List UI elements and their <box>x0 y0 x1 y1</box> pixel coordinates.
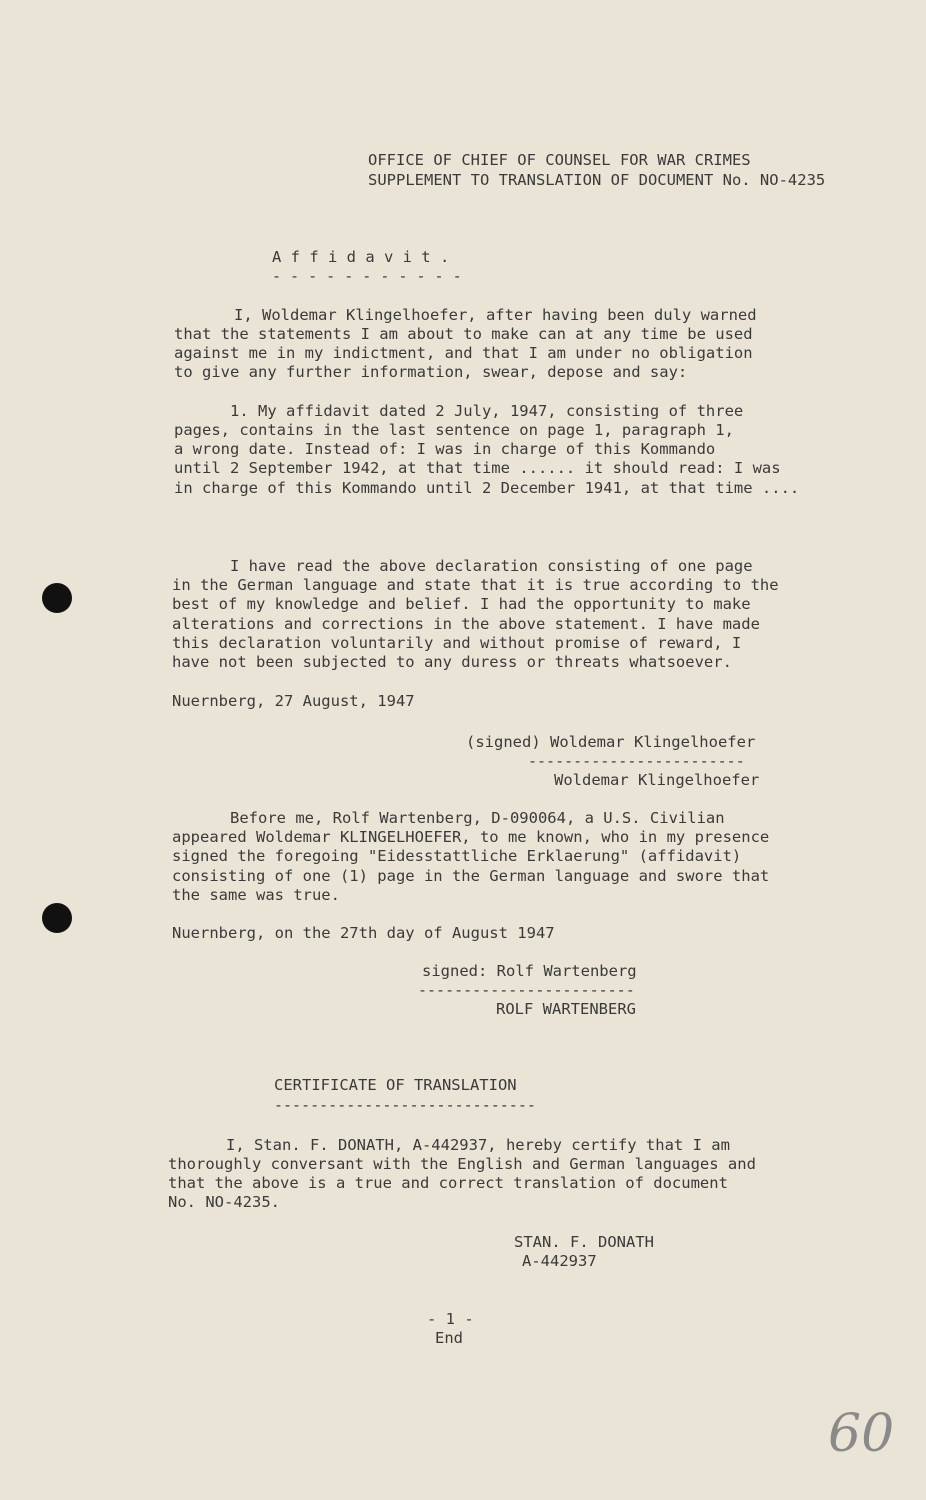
affidavit-title: A f f i d a v i t . <box>272 248 450 266</box>
certificate-title-underline: ----------------------------- <box>274 1096 536 1114</box>
para1-line: in charge of this Kommando until 2 December 1941, at that time .... <box>174 479 800 497</box>
declaration-line: have not been subjected to any duress or threats whatsoever. <box>172 653 732 671</box>
intro-line: that the statements I am about to make can at any time be used <box>174 325 753 343</box>
jurat-line: signed the foregoing "Eidesstattliche Erklaerung" (affidavit) <box>172 847 742 865</box>
certificate-line: that the above is a true and correct translation of document <box>168 1174 728 1192</box>
declaration-line: this declaration voluntarily and without promise of reward, I <box>172 634 742 652</box>
intro-line: I, Woldemar Klingelhoefer, after having been duly warned <box>234 306 757 324</box>
jurat-place-date: Nuernberg, on the 27th day of August 1947 <box>172 924 555 942</box>
para1-line: until 2 September 1942, at that time ...... it should read: I was <box>174 459 781 477</box>
punch-hole <box>42 903 72 933</box>
jurat-line: the same was true. <box>172 886 340 904</box>
certificate-title: CERTIFICATE OF TRANSLATION <box>274 1076 517 1094</box>
header-supplement: SUPPLEMENT TO TRANSLATION OF DOCUMENT No. NO-4235 <box>368 171 826 189</box>
affidavit-place-date: Nuernberg, 27 August, 1947 <box>172 692 415 710</box>
declaration-line: best of my knowledge and belief. I had the opportunity to make <box>172 595 751 613</box>
para1-line: 1. My affidavit dated 2 July, 1947, consisting of three <box>230 402 744 420</box>
header-office: OFFICE OF CHIEF OF COUNSEL FOR WAR CRIMES <box>368 151 751 169</box>
jurat-signer-name: ROLF WARTENBERG <box>496 1000 636 1018</box>
handwritten-page-number: 60 <box>828 1404 895 1464</box>
intro-line: to give any further information, swear, depose and say: <box>174 363 688 381</box>
certificate-line: I, Stan. F. DONATH, A-442937, hereby certify that I am <box>226 1136 730 1154</box>
declaration-line: in the German language and state that it is true according to the <box>172 576 779 594</box>
jurat-signed: signed: Rolf Wartenberg <box>422 962 637 980</box>
jurat-signature-rule: ------------------------ <box>418 981 635 999</box>
jurat-line: consisting of one (1) page in the German language and swore that <box>172 867 770 885</box>
affidavit-signer-name: Woldemar Klingelhoefer <box>554 771 760 789</box>
certificate-line: thoroughly conversant with the English and German languages and <box>168 1155 756 1173</box>
page-number: - 1 - <box>427 1310 474 1328</box>
affidavit-title-underline: - - - - - - - - - - - <box>272 267 462 285</box>
jurat-line: appeared Woldemar KLINGELHOEFER, to me known, who in my presence <box>172 828 770 846</box>
certificate-signer-id: A-442937 <box>522 1252 597 1270</box>
para1-line: pages, contains in the last sentence on page 1, paragraph 1, <box>174 421 734 439</box>
certificate-signer-name: STAN. F. DONATH <box>514 1233 654 1251</box>
end-marker: End <box>435 1329 463 1347</box>
affidavit-signed: (signed) Woldemar Klingelhoefer <box>466 733 756 751</box>
intro-line: against me in my indictment, and that I am under no obligation <box>174 344 753 362</box>
certificate-line: No. NO-4235. <box>168 1193 280 1211</box>
affidavit-signature-rule: ------------------------ <box>528 752 745 770</box>
para1-line: a wrong date. Instead of: I was in charge of this Kommando <box>174 440 716 458</box>
punch-hole <box>42 583 72 613</box>
declaration-line: alterations and corrections in the above statement. I have made <box>172 615 760 633</box>
jurat-line: Before me, Rolf Wartenberg, D-090064, a U.S. Civilian <box>230 809 725 827</box>
declaration-line: I have read the above declaration consisting of one page <box>230 557 753 575</box>
